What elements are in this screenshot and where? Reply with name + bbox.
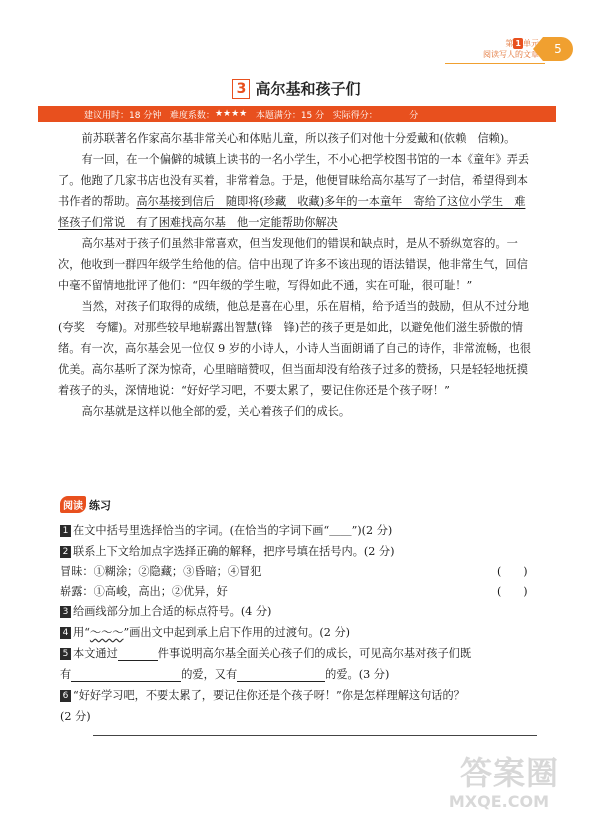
paragraph-1: 前苏联著名作家高尔基非常关心和体贴儿童，所以孩子们对他十分爱戴和(依赖 信赖)。: [81, 132, 516, 145]
exercise-title: 练习: [89, 498, 111, 512]
reading-badge: 阅读: [60, 496, 86, 513]
answer-blank-love-2[interactable]: [237, 668, 325, 682]
paragraph-4: 当然，对孩子们取得的成绩，他总是喜在心里，乐在眉梢，给予适当的鼓励，但从不过分地(夸奖 夸耀)。对那些较早地崭露出智慧(锋 锋)芒的孩子更是如此，以避免他们滋生骄傲的情绪。有一次，高尔基会见一位仅 9 岁的小诗人，小诗人当面朗诵了自己的诗作，非常流畅，也很优美。高尔基听了深为惊奇，心里暗暗赞叹，但当面却没有给孩子过多的赞扬，只是轻轻地抚摸着孩子的头，深情地说：“好好学习吧，不要太累了，要记住你还是个孩子呀！”: [58, 300, 531, 397]
page-number-badge: 5: [543, 37, 573, 61]
header-divider: [445, 63, 545, 64]
question-4: 4 用“～～～”画出文中起到承上启下作用的过渡句。(2 分): [60, 624, 350, 640]
question-2-option-b: 崭露：①高峻，高出；②优异，好: [60, 585, 228, 598]
info-bar: [38, 106, 556, 122]
article: [58, 128, 536, 422]
wavy-line-mark: ～～～: [89, 626, 124, 639]
answer-paren-a[interactable]: ( ): [497, 565, 528, 578]
unit-label: 第 1 单元 阅读写人的文章: [483, 39, 539, 59]
difficulty-label: 难度系数：: [169, 110, 215, 121]
answer-blank-love-1[interactable]: [71, 668, 181, 682]
exercise-header: [60, 496, 111, 513]
question-number: 5: [60, 648, 71, 660]
unit-subtitle: 阅读写人的文章: [483, 50, 539, 59]
question-2: 2 联系上下文给加点字选择正确的解释，把序号填在括号内。(2 分): [60, 543, 394, 559]
question-6: 6 “好好学习吧，不要太累了，要记住你还是个孩子呀！”你是怎样理解这句话的？: [60, 687, 465, 703]
watermark-url: MXQE.COM: [448, 792, 549, 811]
answer-line[interactable]: [93, 735, 537, 736]
question-6-score: (2 分): [60, 710, 91, 723]
score-unit: 分: [409, 110, 419, 121]
question-number: 6: [60, 690, 71, 702]
actual-score-label: 实际得分：: [332, 110, 378, 121]
answer-paren-b[interactable]: ( ): [497, 585, 528, 598]
difficulty-stars: ★★★★: [214, 109, 248, 119]
underlined-passage: 高尔基接到信后 随即将(珍藏 收藏)多年的一本童年 寄给了这位小学生 难怪孩子们常说 有了困难找高尔基 他一定能帮助你解决: [58, 195, 526, 229]
question-3: 3 给画线部分加上合适的标点符号。(4 分): [60, 603, 271, 619]
question-1: 1 在文中括号里选择恰当的字词。(在恰当的字词下画“＿＿”)(2 分): [60, 522, 392, 538]
paragraph-3: 高尔基对于孩子们虽然非常喜欢，但当发现他们的错误和缺点时，是从不骄纵宽容的。一次，他收到一群四年级学生给他的信。信中出现了许多不该出现的语法错误，他非常生气，回信中毫不留情地批评了他们：“四年级的学生啦，写得如此不通，实在可耻，很可耻！”: [58, 237, 528, 292]
watermark-logo: 答案圈: [459, 754, 559, 792]
lesson-number: 3: [232, 79, 250, 99]
lesson-title: [0, 78, 593, 99]
paragraph-2: 有一回，在一个偏僻的城镇上读书的一名小学生，不小心把学校图书馆的一本《童年》弄丢了。他跑了几家书店也没有买着，非常着急。于是，他便冒昧给高尔基写了一封信，希望得到本书作者的帮助。高尔基接到信后 随即将(珍藏 收藏)多年的一本童年 寄给了这位小学生 难怪孩子们常说 有了困难找高尔基 他一定能帮助你解决: [58, 153, 530, 229]
paragraph-5: 高尔基就是这样以他全部的爱，关心着孩子们的成长。: [81, 405, 351, 418]
question-number: 1: [60, 525, 71, 537]
question-number: 3: [60, 606, 71, 618]
question-number: 2: [60, 546, 71, 558]
full-score: 本题满分：15 分: [255, 110, 325, 121]
answer-blank-count[interactable]: [118, 647, 158, 661]
question-5-cont: 有 的爱，又有 的爱。(3 分): [60, 668, 390, 681]
question-number: 4: [60, 627, 71, 639]
lesson-title-text: 高尔基和孩子们: [255, 80, 361, 98]
question-5: 5 本文通过 件事说明高尔基全面关心孩子们的成长，可见高尔基对孩子们既: [60, 645, 471, 661]
suggested-time: 建议用时：18 分钟: [84, 110, 162, 121]
question-2-option-a: 冒昧：①糊涂；②隐藏；③昏暗；④冒犯: [60, 565, 262, 578]
unit-tag: [483, 34, 573, 64]
unit-number: 1: [515, 39, 521, 48]
